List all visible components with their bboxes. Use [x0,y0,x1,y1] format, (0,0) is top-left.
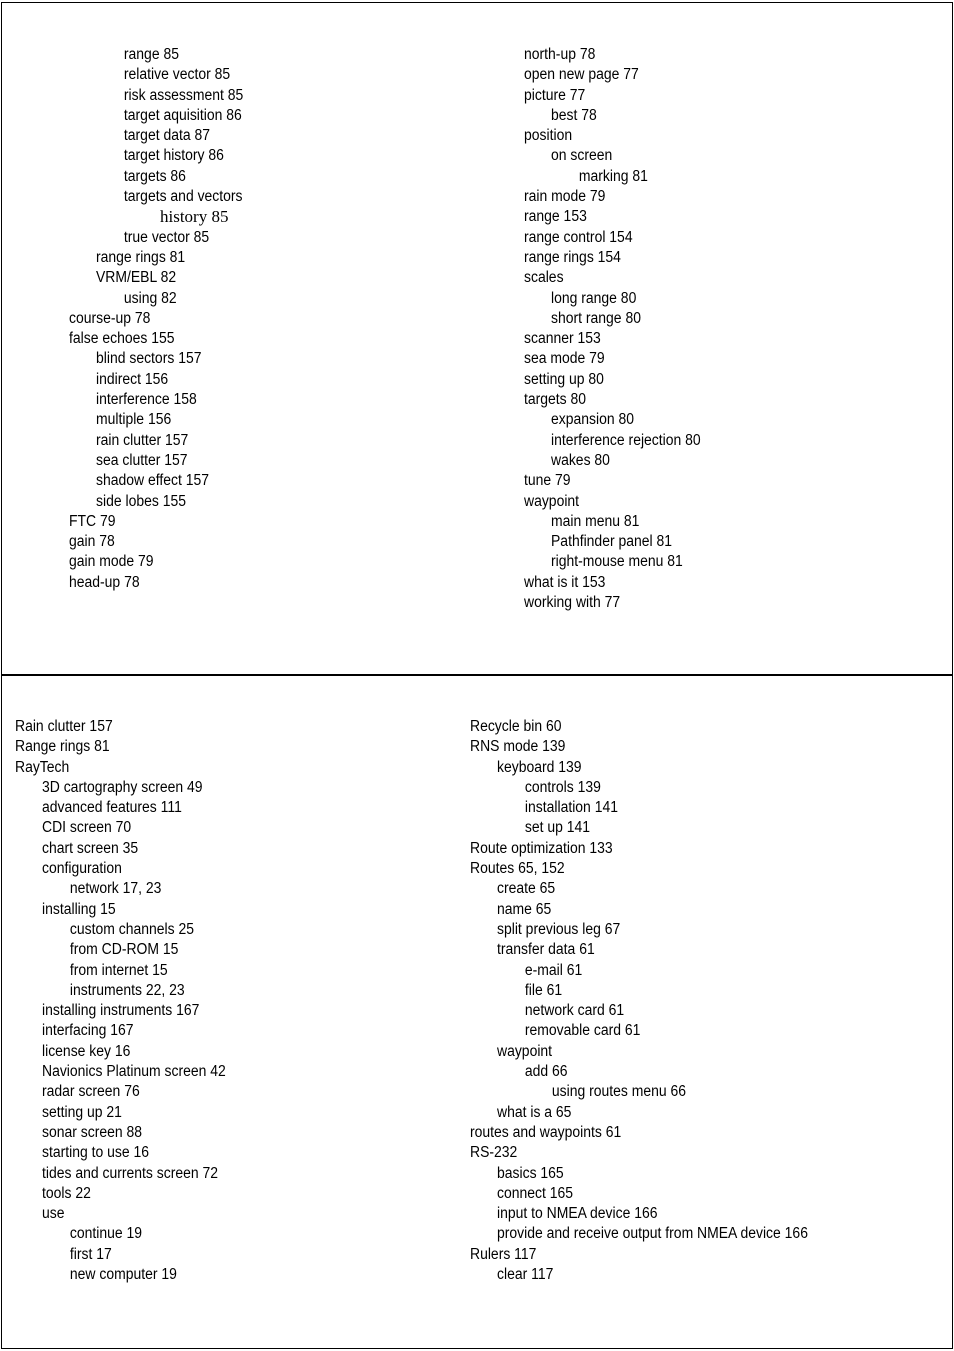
index-entry: tools 22 [42,1184,91,1202]
index-entry: target data 87 [123,127,211,145]
index-entry: from CD-ROM 15 [69,941,179,959]
index-entry: tides and currents screen 72 [42,1164,219,1182]
index-entry: Navionics Platinum screen 42 [42,1063,226,1081]
index-entry: sea mode 79 [524,350,605,368]
index-entry: position [524,127,573,145]
index-entry: Route optimization 133 [470,839,613,857]
index-entry: false echoes 155 [69,330,175,348]
index-entry: on screen [551,147,613,165]
index-entry: interference rejection 80 [551,431,701,449]
index-column-left [69,45,263,593]
index-entry: short range 80 [551,309,641,327]
index-entry: installing instruments 167 [42,1002,200,1020]
index-entry: routes and waypoints 61 [470,1123,622,1141]
index-entry: RS-232 [470,1144,518,1162]
index-entry: VRM/EBL 82 [96,269,177,287]
index-column-right [470,717,846,1285]
index-entry: add 66 [524,1063,568,1081]
index-entry: license key 16 [42,1042,131,1060]
index-entry: long range 80 [551,289,637,307]
index-entry: true vector 85 [123,228,210,246]
index-entry: sonar screen 88 [42,1123,143,1141]
index-entry: using 82 [123,289,177,307]
index-entry: history 85 [160,207,229,227]
index-entry: name 65 [497,900,552,918]
index-entry: setting up 21 [42,1103,122,1121]
index-entry: first 17 [69,1245,112,1263]
index-entry: installing 15 [42,900,116,918]
index-entry: keyboard 139 [497,758,582,776]
index-column-left [15,717,249,1285]
index-entry: basics 165 [497,1164,564,1182]
index-entry: create 65 [497,880,556,898]
index-entry: north-up 78 [524,46,596,63]
index-entry: relative vector 85 [123,66,231,84]
index-entry: radar screen 76 [42,1083,140,1101]
index-entry: interference 158 [96,391,197,409]
index-entry: continue 19 [69,1225,143,1243]
index-entry: 3D cartography screen 49 [42,778,203,796]
index-entry: range 85 [123,46,179,63]
index-entry: CDI screen 70 [42,819,132,837]
index-entry: targets and vectors [123,188,243,206]
index-entry: main menu 81 [551,512,640,530]
index-entry: picture 77 [524,86,586,104]
index-entry: Recycle bin 60 [470,718,562,735]
index-entry: use [42,1205,65,1223]
index-page-bottom [1,675,953,1349]
index-entry: from internet 15 [69,961,168,979]
index-entry: target history 86 [123,147,224,165]
index-entry: scanner 153 [524,330,601,348]
index-entry: blind sectors 157 [96,350,202,368]
index-entry: FTC 79 [69,512,116,530]
index-entry: what is a 65 [497,1103,572,1121]
index-entry: targets 86 [123,167,186,185]
index-entry: e-mail 61 [524,961,583,979]
index-entry: interfacing 167 [42,1022,134,1040]
index-entry: open new page 77 [524,66,639,84]
index-entry: file 61 [524,981,563,999]
index-entry: what is it 153 [524,573,606,591]
index-entry: target aquisition 86 [123,106,242,124]
index-entry: indirect 156 [96,370,169,388]
index-entry: split previous leg 67 [497,920,621,938]
index-entry: wakes 80 [551,451,610,469]
index-entry: best 78 [551,106,597,124]
index-entry: configuration [42,860,122,878]
index-column-right [524,45,720,613]
index-entry: gain 78 [69,533,115,551]
index-entry: clear 117 [497,1266,554,1284]
index-entry: range 153 [524,208,587,226]
index-entry: installation 141 [524,799,618,817]
index-entry: custom channels 25 [69,920,194,938]
index-entry: transfer data 61 [497,941,595,959]
index-entry: waypoint [497,1042,553,1060]
index-entry: provide and receive output from NMEA device 166 [497,1225,808,1243]
index-entry: set up 141 [524,819,591,837]
index-entry: range rings 81 [96,248,186,266]
index-entry: shadow effect 157 [96,472,209,490]
index-entry: new computer 19 [69,1266,177,1284]
index-entry: waypoint [524,492,580,510]
index-entry: Routes 65, 152 [470,860,565,878]
index-entry: advanced features 111 [42,799,182,817]
index-entry: range control 154 [524,228,633,246]
index-entry: tune 79 [524,472,571,490]
index-entry: network 17, 23 [69,880,162,898]
index-entry: setting up 80 [524,370,604,388]
index-entry: starting to use 16 [42,1144,150,1162]
index-entry: removable card 61 [524,1022,641,1040]
index-entry: Rulers 117 [470,1245,537,1263]
index-entry: rain mode 79 [524,188,606,206]
index-entry: targets 80 [524,391,587,409]
index-entry: instruments 22, 23 [69,981,185,999]
index-page-top [1,2,953,675]
index-entry: head-up 78 [69,573,140,591]
index-entry: sea clutter 157 [96,451,188,469]
index-entry: scales [524,269,564,287]
index-entry: working with 77 [524,594,621,612]
index-entry: input to NMEA device 166 [497,1205,658,1223]
index-entry: network card 61 [524,1002,625,1020]
index-entry: connect 165 [497,1184,574,1202]
index-entry: Rain clutter 157 [15,718,113,735]
index-entry: gain mode 79 [69,553,154,571]
index-entry: expansion 80 [551,411,634,429]
index-entry: Pathfinder panel 81 [551,533,672,551]
index-entry: risk assessment 85 [123,86,244,104]
index-entry: using routes menu 66 [551,1083,687,1101]
index-entry: multiple 156 [96,411,172,429]
index-entry: Range rings 81 [15,738,110,756]
index-entry: chart screen 35 [42,839,139,857]
index-entry: side lobes 155 [96,492,186,510]
index-entry: right-mouse menu 81 [551,553,683,571]
index-entry: rain clutter 157 [96,431,189,449]
index-entry: RNS mode 139 [470,738,566,756]
index-entry: range rings 154 [524,248,621,266]
index-entry: controls 139 [524,778,601,796]
index-entry: course-up 78 [69,309,151,327]
index-entry: RayTech [15,758,70,776]
index-entry: marking 81 [578,167,648,185]
